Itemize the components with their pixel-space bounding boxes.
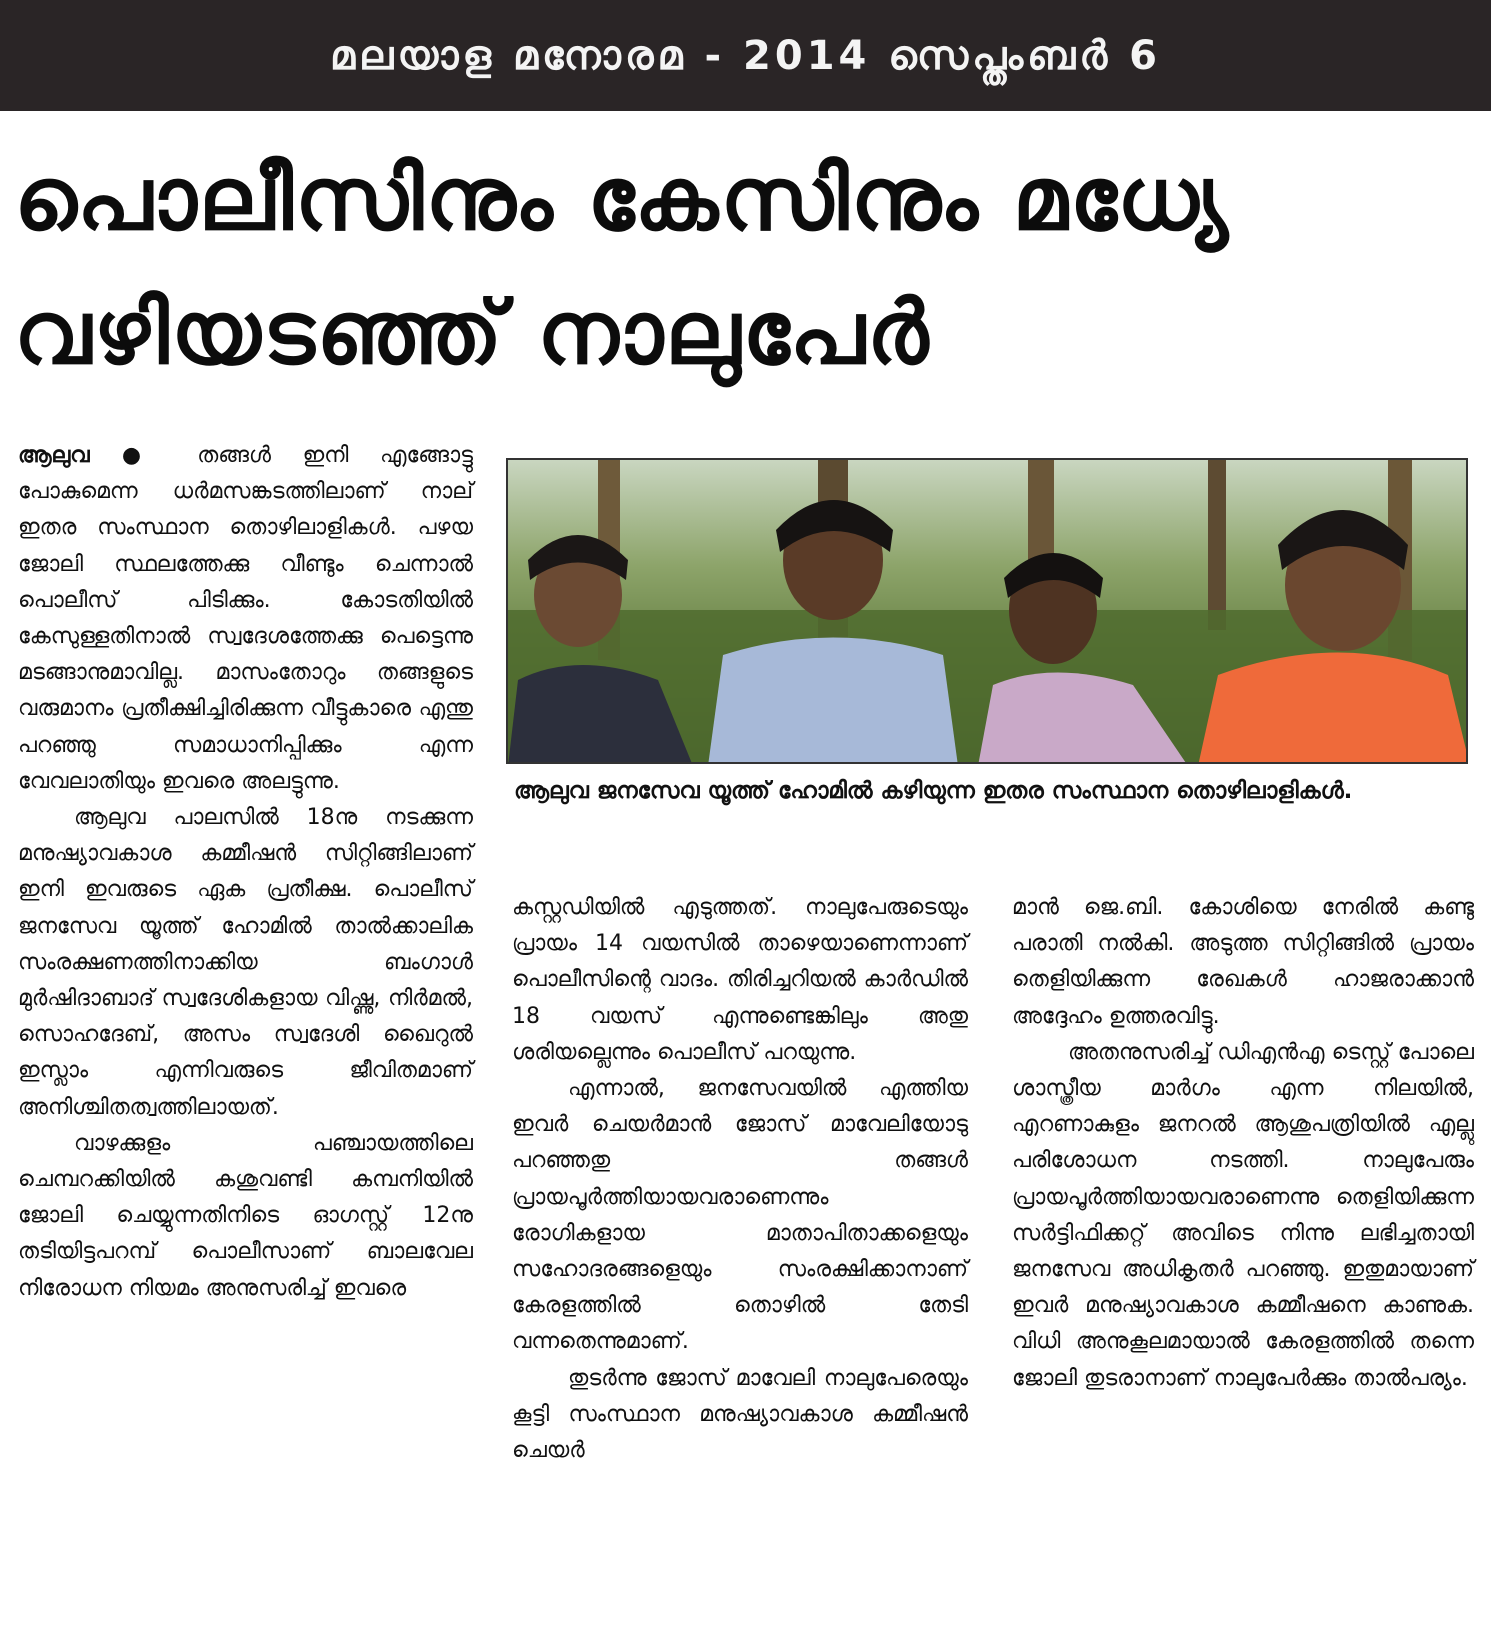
photo-caption: ആലുവ ജനസേവ യൂത്ത് ഹോമിൽ കഴിയുന്ന ഇതര സംസ്ഥാന തൊഴിലാളികൾ. bbox=[514, 778, 1353, 804]
headline-line-2: വഴിയടഞ്ഞ് നാലുപേർ bbox=[14, 281, 931, 384]
news-photo bbox=[506, 458, 1468, 764]
article-paragraph-4: കസ്റ്റഡിയിൽ എടുത്തത്. നാലുപേരുടെയും പ്രായം 14 വയസിൽ താഴെയാണെന്നാണ് പൊലീസിന്റെ വാദം. തിരിച്ചറിയൽ കാർഡിൽ 18 വയസ് എന്നുണ്ടെങ്കിലും അതു ശരിയല്ലെന്നും പൊലീസ് പറയുന്നു. bbox=[512, 895, 968, 1065]
article-paragraph-5: എന്നാൽ, ജനസേവയിൽ എത്തിയ ഇവർ ചെയർമാൻ ജോസ് മാവേലിയോടു പറഞ്ഞതു തങ്ങൾ പ്രായപൂർത്തിയായവരാണെന്നും രോഗികളായ മാതാപിതാക്കളെയും സഹോദരങ്ങളെയും സംരക്ഷിക്കാനാണ് കേരളത്തിൽ തൊഴിൽ തേടി വന്നതെന്നുമാണ്. bbox=[512, 1076, 968, 1355]
article-paragraph-6: തുടർന്നു ജോസ് മാവേലി നാലുപേരെയും കൂട്ടി സംസ്ഥാന മനുഷ്യാവകാശ കമ്മീഷൻ ചെയർ bbox=[512, 1365, 968, 1464]
masthead-banner bbox=[0, 0, 1491, 111]
headline bbox=[14, 132, 1454, 400]
article-column-2 bbox=[512, 890, 968, 1469]
photo-illustration bbox=[508, 460, 1468, 764]
article-paragraph-8: അതനുസരിച്ച് ഡിഎൻഎ ടെസ്റ്റ് പോലെ ശാസ്ത്രീയ മാർഗം എന്ന നിലയിൽ, എറണാകുളം ജനറൽ ആശുപത്രിയിൽ എല്ലു പരിശോധന നടത്തി. നാലുപേരും പ്രായപൂർത്തിയായവരാണെന്നു തെളിയിക്കുന്ന സർട്ടിഫിക്കറ്റ് അവിടെ നിന്നു ലഭിച്ചതായി ജനസേവ അധികൃതർ പറഞ്ഞു. ഇതുമായാണ് ഇവർ മനുഷ്യാവകാശ കമ്മീഷനെ കാണുക. വിധി അനുകൂലമായാൽ കേരളത്തിൽ തന്നെ ജോലി തുടരാനാണ് നാലുപേർക്കും താൽപര്യം. bbox=[1012, 1039, 1474, 1391]
dateline: ആലുവ ● bbox=[18, 443, 166, 468]
headline-line-1: പൊലീസിനും കേസിനും മധ്യേ bbox=[14, 147, 1231, 250]
article-paragraph-2: ആലുവ പാലസിൽ 18നു നടക്കുന്ന മനുഷ്യാവകാശ കമ്മീഷൻ സിറ്റിങ്ങിലാണ് ഇനി ഇവരുടെ ഏക പ്രതീക്ഷ. പൊലീസ് ജനസേവ യൂത്ത് ഹോമിൽ താൽക്കാലിക സംരക്ഷണത്തിനാക്കിയ ബംഗാൾ മുർഷിദാബാദ് സ്വദേശികളായ വിഷ്ണു, നിർമൽ, സൊഹദേബ്, അസം സ്വദേശി ഖൈറുൽ ഇസ്ലാം എന്നിവരുടെ ജീവിതമാണ് അനിശ്ചിതത്വത്തിലായത്. bbox=[18, 805, 473, 1120]
article-column-3 bbox=[1012, 890, 1474, 1397]
paragraph-1-text: തങ്ങൾ ഇനി എങ്ങോട്ടു പോകുമെന്ന ധർമസങ്കടത്തിലാണ് നാല് ഇതര സംസ്ഥാന തൊഴിലാളികൾ. പഴയ ജോലി സ്ഥലത്തേക്കു വീണ്ടും ചെന്നാൽ പൊലീസ് പിടിക്കും. കോടതിയിൽ കേസുള്ളതിനാൽ സ്വദേശത്തേക്കു പെട്ടെന്നു മടങ്ങാനുമാവില്ല. മാസംതോറും തങ്ങളുടെ വരുമാനം പ്രതീക്ഷിച്ചിരിക്കുന്ന വീട്ടുകാരെ എന്തു പറഞ്ഞു സമാധാനിപ്പിക്കും എന്ന വേവലാതിയും ഇവരെ അലട്ടുന്നു. bbox=[18, 443, 473, 794]
article-paragraph-3: വാഴക്കുളം പഞ്ചായത്തിലെ ചെമ്പറക്കിയിൽ കശുവണ്ടി കമ്പനിയിൽ ജോലി ചെയ്യുന്നതിനിടെ ഓഗസ്റ്റ് 12നു തടിയിട്ടപറമ്പ് പൊലീസാണ് ബാലവേല നിരോധന നിയമം അനുസരിച്ച് ഇവരെ bbox=[18, 1130, 473, 1301]
article-column-1 bbox=[18, 438, 473, 1307]
article-paragraph-7: മാൻ ജെ.ബി. കോശിയെ നേരിൽ കണ്ടു പരാതി നൽകി. അടുത്ത സിറ്റിങ്ങിൽ പ്രായം തെളിയിക്കുന്ന രേഖകൾ ഹാജരാക്കാൻ അദ്ദേഹം ഉത്തരവിട്ടു. bbox=[1012, 895, 1474, 1029]
article-paragraph-1 bbox=[18, 438, 473, 800]
masthead-text: മലയാള മനോരമ - 2014 സെപ്തംബർ 6 bbox=[330, 32, 1161, 79]
